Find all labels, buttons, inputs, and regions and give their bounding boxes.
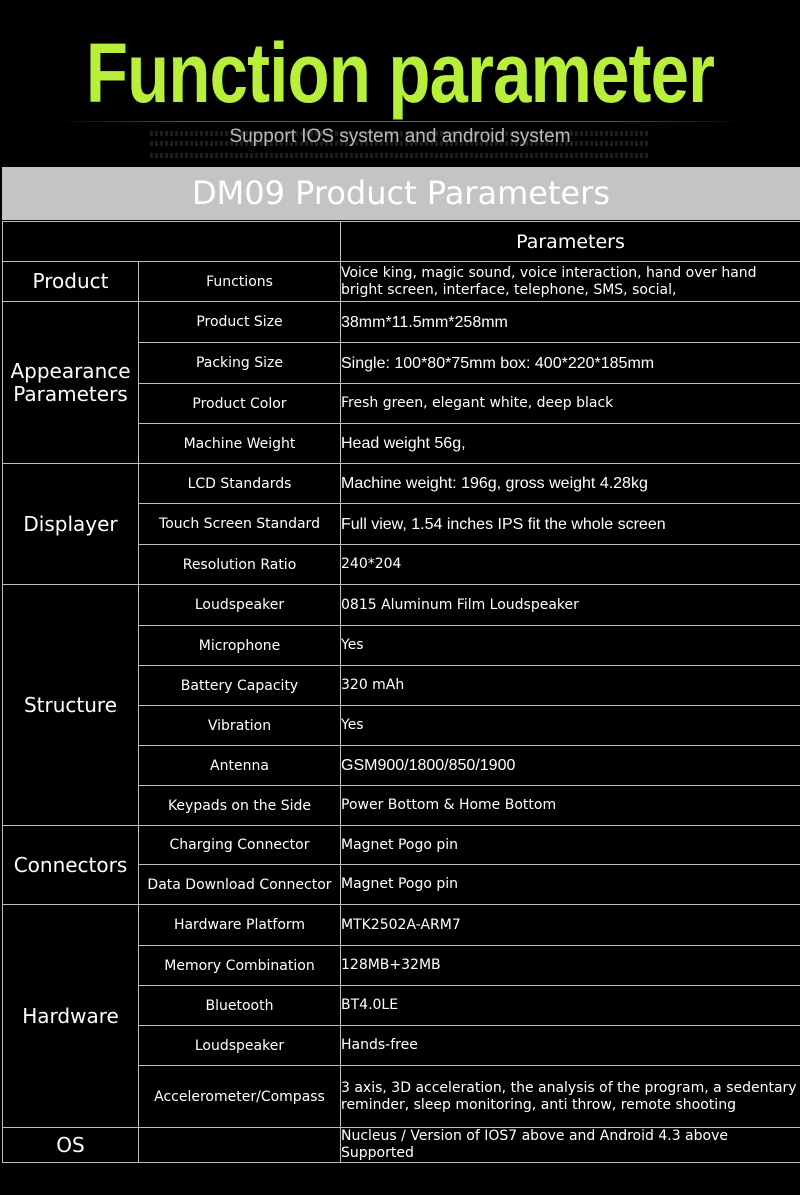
- parameter-name: Loudspeaker: [139, 585, 341, 626]
- parameter-value: 3 axis, 3D acceleration, the analysis of the program, a sedentary reminder, sleep monitoring, anti throw, remote shooting: [341, 1066, 800, 1128]
- parameter-value: Power Bottom & Home Bottom: [341, 786, 800, 826]
- parameter-name: Product Size: [139, 302, 341, 343]
- parameters-table: [2, 221, 800, 1163]
- category-cell: Hardware: [3, 905, 139, 1128]
- table-row: [3, 262, 800, 302]
- category-cell: Appearance Parameters: [3, 302, 139, 464]
- parameter-value: Single: 100*80*75mm box: 400*220*185mm: [341, 343, 800, 384]
- parameter-name: [139, 1128, 341, 1163]
- parameter-value: Nucleus / Version of IOS7 above and Android 4.3 above Supported: [341, 1128, 800, 1163]
- parameter-value: Fresh green, elegant white, deep black: [341, 384, 800, 424]
- parameter-name: LCD Standards: [139, 464, 341, 504]
- parameters-header: Parameters: [341, 222, 800, 262]
- parameter-name: Vibration: [139, 706, 341, 746]
- page-subtitle: Support IOS system and android system: [229, 126, 571, 147]
- decorative-fine-text: [150, 153, 650, 158]
- parameter-name: Antenna: [139, 746, 341, 786]
- parameter-name: Battery Capacity: [139, 666, 341, 706]
- parameter-name: Functions: [139, 262, 341, 302]
- table-row: [3, 826, 800, 865]
- category-cell: Product: [3, 262, 139, 302]
- table-row: [3, 464, 800, 504]
- page-title: Function parameter: [85, 26, 715, 120]
- parameter-value: Machine weight: 196g, gross weight 4.28kg: [341, 464, 800, 504]
- parameter-value: 38mm*11.5mm*258mm: [341, 302, 800, 343]
- parameter-name: Machine Weight: [139, 424, 341, 464]
- parameter-name: Memory Combination: [139, 946, 341, 986]
- parameter-value: Magnet Pogo pin: [341, 826, 800, 865]
- table-row: [3, 905, 800, 946]
- category-cell: Structure: [3, 585, 139, 826]
- parameter-name: Bluetooth: [139, 986, 341, 1026]
- table-row: [3, 1128, 800, 1163]
- parameter-value: BT4.0LE: [341, 986, 800, 1026]
- category-cell: Connectors: [3, 826, 139, 905]
- parameter-name: Loudspeaker: [139, 1026, 341, 1066]
- title-divider: [55, 121, 745, 122]
- table-row: [3, 302, 800, 343]
- parameter-value: 240*204: [341, 545, 800, 585]
- parameter-name: Product Color: [139, 384, 341, 424]
- parameter-name: Hardware Platform: [139, 905, 341, 946]
- hero-banner: [0, 0, 800, 165]
- parameter-value: GSM900/1800/850/1900: [341, 746, 800, 786]
- parameter-value: Magnet Pogo pin: [341, 865, 800, 905]
- parameter-name: Charging Connector: [139, 826, 341, 865]
- parameter-name: Packing Size: [139, 343, 341, 384]
- parameter-name: Touch Screen Standard: [139, 504, 341, 545]
- parameter-value: 128MB+32MB: [341, 946, 800, 986]
- parameter-name: Microphone: [139, 626, 341, 666]
- parameter-value: Full view, 1.54 inches IPS fit the whole screen: [341, 504, 800, 545]
- parameter-name: Keypads on the Side: [139, 786, 341, 826]
- table-title-band: DM09 Product Parameters: [2, 167, 800, 220]
- parameter-value: Hands-free: [341, 1026, 800, 1066]
- parameter-value: 320 mAh: [341, 666, 800, 706]
- parameter-value: Yes: [341, 626, 800, 666]
- header-blank-cell: [3, 222, 341, 262]
- table-header-row: [3, 222, 800, 262]
- parameter-name: Accelerometer/Compass: [139, 1066, 341, 1128]
- table-row: [3, 585, 800, 626]
- parameter-value: Voice king, magic sound, voice interaction, hand over hand bright screen, interface, telephone, SMS, social,: [341, 262, 800, 302]
- parameter-value: Yes: [341, 706, 800, 746]
- parameter-value: Head weight 56g,: [341, 424, 800, 464]
- parameter-value: MTK2502A-ARM7: [341, 905, 800, 946]
- parameter-value: 0815 Aluminum Film Loudspeaker: [341, 585, 800, 626]
- parameter-name: Resolution Ratio: [139, 545, 341, 585]
- parameter-name: Data Download Connector: [139, 865, 341, 905]
- category-cell: OS: [3, 1128, 139, 1163]
- category-cell: Displayer: [3, 464, 139, 585]
